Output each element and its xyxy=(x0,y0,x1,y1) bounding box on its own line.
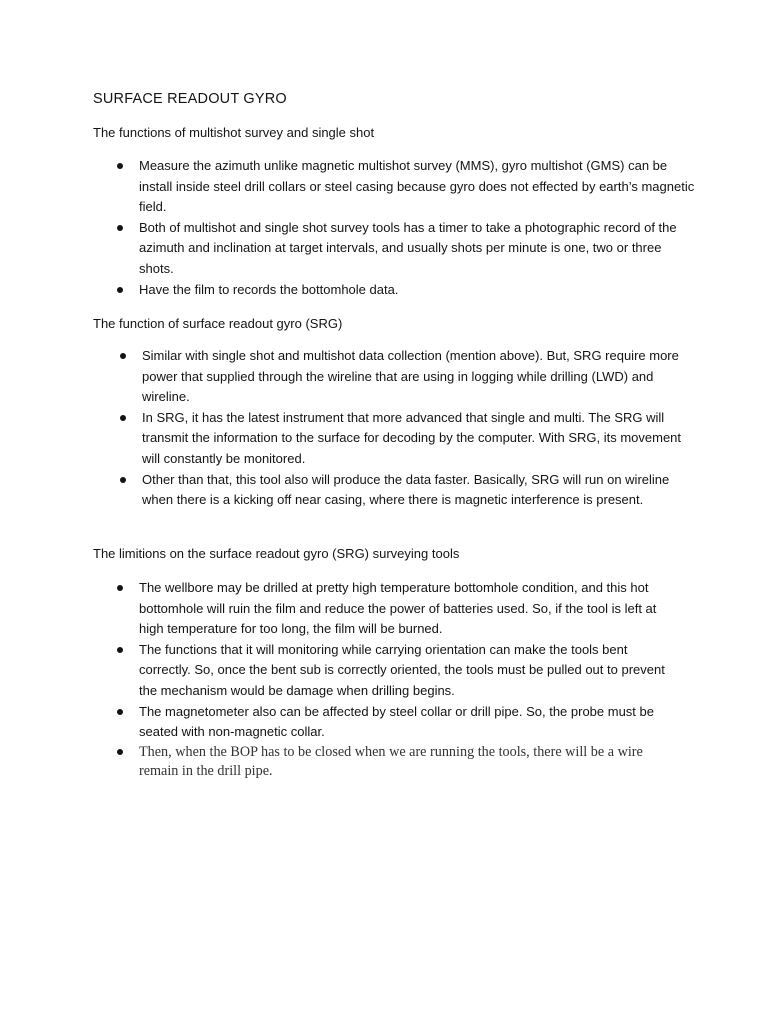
list-item xyxy=(139,578,673,640)
bullet-text: Other than that, this tool also will produce the data faster. Basically, SRG will run on wireline when there is a kicking off near casing, where there is magnetic interference is present. xyxy=(142,471,670,508)
bullet-icon xyxy=(117,749,123,755)
bullet-icon xyxy=(120,415,126,421)
bullet-icon xyxy=(117,163,123,169)
list-item xyxy=(139,743,673,781)
section-heading-srg-function: The function of surface readout gyro (SRG) xyxy=(93,316,343,331)
bullet-text: Both of multishot and single shot survey tools has a timer to take a photographic record of the azimuth and inclination at target intervals, and usually shots per minute is one, two or three shots. xyxy=(139,219,677,276)
list-item xyxy=(142,470,682,511)
bullet-icon xyxy=(117,225,123,231)
bullet-list-srg-limitations xyxy=(139,578,673,781)
list-item xyxy=(139,702,673,743)
bullet-text: Then, when the BOP has to be closed when we are running the tools, there will be a wire remain in the drill pipe. xyxy=(139,743,643,779)
section-heading-srg-limitations: The limitions on the surface readout gyro (SRG) surveying tools xyxy=(93,546,460,561)
bullet-icon xyxy=(120,477,126,483)
list-item xyxy=(139,640,673,702)
section-heading-multishot: The functions of multishot survey and single shot xyxy=(93,125,375,140)
bullet-text: The wellbore may be drilled at pretty high temperature bottomhole condition, and this hot bottomhole will ruin the film and reduce the power of batteries used. So, if the tool is left at high temperature for too long, the film will be burned. xyxy=(139,580,657,637)
bullet-icon xyxy=(117,647,123,653)
list-item xyxy=(142,346,682,408)
bullet-list-multishot xyxy=(139,156,699,300)
list-item xyxy=(139,218,699,280)
bullet-list-srg-function xyxy=(142,346,682,511)
bullet-icon xyxy=(117,709,123,715)
bullet-text: In SRG, it has the latest instrument that more advanced that single and multi. The SRG will transmit the information to the surface for decoding by the computer. With SRG, its movement will constantly be monitored. xyxy=(142,409,682,466)
document-title: SURFACE READOUT GYRO xyxy=(93,91,287,107)
list-item xyxy=(139,280,699,301)
bullet-icon xyxy=(117,585,123,591)
bullet-icon xyxy=(120,353,126,359)
bullet-text: Measure the azimuth unlike magnetic multishot survey (MMS), gyro multishot (GMS) can be install inside steel drill collars or steel casing because gyro does not effected by earth’s magnetic field. xyxy=(139,158,695,215)
list-item xyxy=(139,156,699,218)
list-item xyxy=(142,408,682,470)
bullet-icon xyxy=(117,287,123,293)
bullet-text: Have the film to records the bottomhole data. xyxy=(139,281,399,297)
bullet-text: Similar with single shot and multishot data collection (mention above). But, SRG require more power that supplied through the wireline that are using in logging while drilling (LWD) and wireline. xyxy=(142,348,679,405)
bullet-text: The functions that it will monitoring while carrying orientation can make the tools bent correctly. So, once the bent sub is correctly oriented, the tools must be pulled out to prevent the mechanism would be damage when drilling begins. xyxy=(139,641,665,698)
bullet-text: The magnetometer also can be affected by steel collar or drill pipe. So, the probe must be seated with non-magnetic collar. xyxy=(139,703,654,740)
